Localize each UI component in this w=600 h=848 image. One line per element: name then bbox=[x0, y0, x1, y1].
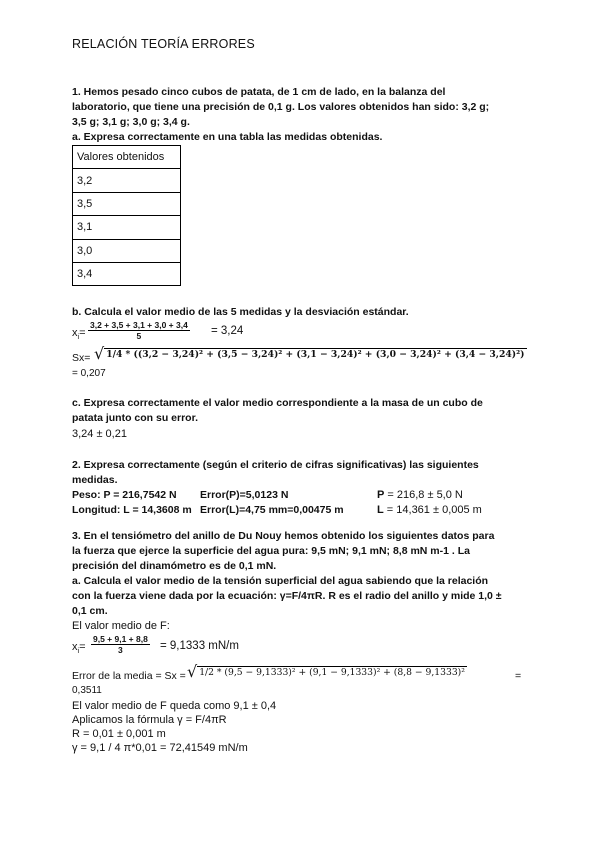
q3-mean-numerator: 9,5 + 9,1 + 8,8 bbox=[93, 634, 148, 644]
mean-label: $x_i=$ bbox=[72, 327, 86, 342]
table-header-cell: Valores obtenidos bbox=[73, 146, 181, 169]
sx-label: Sx= bbox=[72, 352, 91, 364]
q3-mean-subscript: i bbox=[77, 648, 80, 656]
q3-sx-equals: = bbox=[515, 670, 522, 682]
q1-text-line-1: 1. Hemos pesado cinco cubos de patata, de 1 cm de lado, en la balanza del bbox=[72, 86, 446, 98]
sx-result: = 0,207 bbox=[72, 368, 106, 379]
longitud-value: Longitud: L = 14,3608 m bbox=[72, 504, 192, 516]
longitud-answer-value: = 14,361 ± 0,005 m bbox=[386, 504, 482, 516]
q3-mean-symbol-x: x bbox=[72, 641, 78, 653]
q2-text-line-1: 2. Expresa correctamente (según el criterio de cifras significativas) las siguientes bbox=[72, 459, 479, 471]
q3-text-line-1: 3. En el tensiómetro del anillo de Du Nouy hemos obtenido los siguientes datos para bbox=[72, 530, 495, 542]
q3-part-a-line-2: con la fuerza viene dada por la ecuación: γ=F/4πR. R es el radio del anillo y mide 1,0 ± bbox=[72, 590, 502, 602]
mean-denominator: 5 bbox=[136, 331, 142, 341]
longitud-answer bbox=[377, 504, 482, 516]
table-cell: 3,0 bbox=[73, 239, 181, 262]
q3-mean-label: El valor medio de F: bbox=[72, 620, 170, 632]
q3-valor-f: El valor medio de F queda como 9,1 ± 0,4 bbox=[72, 700, 277, 712]
sqrt-icon: √ bbox=[94, 344, 105, 363]
mean-numerator: 3,2 + 3,5 + 3,1 + 3,0 + 3,4 bbox=[90, 320, 188, 330]
table-row bbox=[73, 239, 181, 262]
mean-result: = 3,24 bbox=[211, 325, 244, 337]
longitud-answer-label: L bbox=[377, 504, 384, 516]
q3-aplicamos: Aplicamos la fórmula γ = F/4πR bbox=[72, 714, 227, 726]
q2-text-line-2: medidas. bbox=[72, 474, 118, 486]
table-header-row bbox=[73, 146, 181, 169]
q1-text-line-3: 3,5 g; 3,1 g; 3,0 g; 3,4 g. bbox=[72, 116, 190, 128]
mean-fraction bbox=[88, 320, 190, 341]
q3-error-label: Error de la media = Sx = bbox=[72, 670, 186, 682]
q1-part-a: a. Expresa correctamente en una tabla las medidas obtenidas. bbox=[72, 131, 383, 143]
q3-text-line-3: precisión del dinamómetro es de 0,1 mN. bbox=[72, 560, 277, 572]
q3-mean-result: = 9,1333 mN/m bbox=[160, 640, 239, 652]
measurements-table bbox=[72, 145, 181, 286]
table-row bbox=[73, 216, 181, 239]
table-row bbox=[73, 169, 181, 192]
q3-r-value: R = 0,01 ± 0,001 m bbox=[72, 728, 166, 740]
peso-answer-value: = 216,8 ± 5,0 N bbox=[387, 489, 463, 501]
longitud-error: Error(L)=4,75 mm=0,00475 m bbox=[200, 504, 344, 516]
page-title: RELACIÓN TEORÍA ERRORES bbox=[72, 37, 255, 51]
q1-part-c-answer: 3,24 ± 0,21 bbox=[72, 428, 127, 440]
sqrt-icon: √ bbox=[187, 662, 198, 681]
table-row bbox=[73, 192, 181, 215]
q3-sx-sqrt-expression bbox=[187, 662, 467, 681]
table-cell: 3,5 bbox=[73, 192, 181, 215]
q3-mean-fraction bbox=[91, 634, 150, 655]
sx-sqrt-expression bbox=[94, 344, 527, 363]
q3-sx-result: 0,3511 bbox=[72, 685, 102, 696]
q3-mean-denominator: 3 bbox=[118, 645, 123, 655]
peso-answer-label: P bbox=[377, 489, 385, 501]
q3-part-a-line-3: 0,1 cm. bbox=[72, 605, 108, 617]
q3-sx-radicand: 1/2 * (9,5 − 9,1333)² + (9,1 − 9,1333)² + (8,8 − 9,1333)² bbox=[199, 667, 465, 678]
table-cell: 3,2 bbox=[73, 169, 181, 192]
q3-gamma-result: γ = 9,1 / 4 π*0,01 = 72,41549 mN/m bbox=[72, 742, 248, 754]
peso-error: Error(P)=5,0123 N bbox=[200, 489, 289, 501]
q1-part-b: b. Calcula el valor medio de las 5 medidas y la desviación estándar. bbox=[72, 306, 409, 318]
sx-radicand: 1/4 * ((3,2 − 3,24)² + (3,5 − 3,24)² + (3,1 − 3,24)² + (3,0 − 3,24)² + (3,4 − 3,24)²) bbox=[106, 349, 525, 360]
mean-symbol: x bbox=[72, 327, 78, 339]
q1-part-c-line-2: patata junto con su error. bbox=[72, 412, 199, 424]
mean-subscript: i bbox=[77, 334, 80, 342]
q3-mean-symbol: $x_i=$ bbox=[72, 641, 86, 656]
table-cell: 3,1 bbox=[73, 216, 181, 239]
table-cell: 3,4 bbox=[73, 262, 181, 285]
q1-text-line-2: laboratorio, que tiene una precisión de 0,1 g. Los valores obtenidos han sido: 3,2 g; bbox=[72, 101, 490, 113]
q3-text-line-2: la fuerza que ejerce la superficie del agua pura: 9,5 mN; 9,1 mN; 8,8 mN m-1 . La bbox=[72, 545, 470, 557]
q3-part-a-line-1: a. Calcula el valor medio de la tensión superficial del agua sabiendo que la relación bbox=[72, 575, 489, 587]
q1-part-c-line-1: c. Expresa correctamente el valor medio correspondiente a la masa de un cubo de bbox=[72, 397, 483, 409]
table-row bbox=[73, 262, 181, 285]
peso-answer bbox=[377, 489, 463, 501]
peso-value: Peso: P = 216,7542 N bbox=[72, 489, 177, 501]
